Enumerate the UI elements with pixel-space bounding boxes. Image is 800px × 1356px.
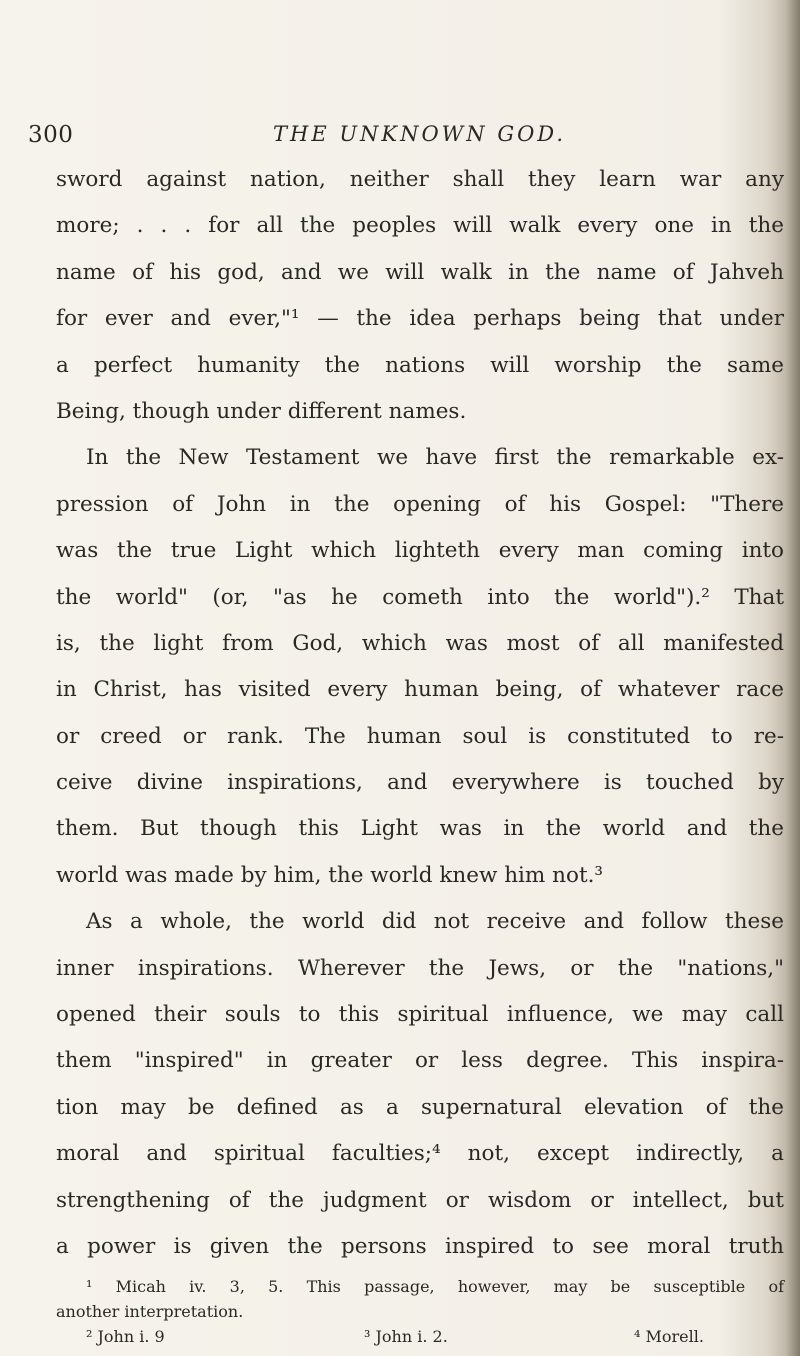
text-line: or creed or rank. The human soul is constituted to re- — [56, 723, 784, 749]
running-title: THE UNKNOWN GOD. — [273, 122, 567, 146]
text-line: name of his god, and we will walk in the name of Jahveh — [56, 259, 784, 285]
text-line: ceive divine inspirations, and everywhere is touched by — [56, 770, 784, 796]
text-line: world was made by him, the world knew him not.³ — [56, 862, 604, 888]
text-line: more; . . . for all the peoples will walk every one in the — [56, 213, 784, 239]
text-line: moral and spiritual faculties;⁴ not, except indirectly, a — [56, 1141, 784, 1167]
text-line: Being, though under different names. — [56, 398, 467, 424]
text-line: inner inspirations. Wherever the Jews, or the "nations," — [56, 955, 784, 981]
page-edge-shadow — [786, 0, 800, 1356]
footnote-refs — [56, 1324, 784, 1349]
footnotes — [56, 1274, 784, 1349]
text-line: the world" (or, "as he cometh into the world").² That — [56, 584, 784, 610]
footnote-3: ³ John i. 2. — [364, 1327, 448, 1346]
text-line: opened their souls to this spiritual influence, we may call — [56, 1002, 784, 1028]
page-number: 300 — [28, 122, 74, 148]
text-line: is, the light from God, which was most of all manifested — [56, 630, 784, 656]
text-line: them "inspired" in greater or less degree. This inspira- — [56, 1048, 784, 1074]
footnote-1-continued: another interpretation. — [56, 1302, 244, 1321]
footnote-4: ⁴ Morell. — [634, 1327, 704, 1346]
text-line: a perfect humanity the nations will worship the same — [56, 352, 784, 378]
text-line: a power is given the persons inspired to see moral truth — [56, 1233, 784, 1259]
text-line: them. But though this Light was in the world and the — [56, 816, 784, 842]
text-line: in Christ, has visited every human being, of whatever race — [56, 677, 784, 703]
text-line: tion may be defined as a supernatural elevation of the — [56, 1094, 784, 1120]
text-line: strengthening of the judgment or wisdom or intellect, but — [56, 1187, 784, 1213]
text-line: sword against nation, neither shall they learn war any — [56, 167, 784, 192]
page-header — [28, 122, 788, 152]
footnote-2: ² John i. 9 — [86, 1327, 165, 1346]
paragraph-start: As a whole, the world did not receive and follow these — [86, 909, 784, 935]
body-text — [56, 157, 784, 1270]
text-line: pression of John in the opening of his Gospel: "There — [56, 491, 784, 517]
paragraph-start: In the New Testament we have first the remarkable ex- — [86, 445, 784, 471]
footnote-1: ¹ Micah iv. 3, 5. This passage, however, may be susceptible of — [86, 1277, 784, 1296]
text-line: for ever and ever,"¹ — the idea perhaps being that under — [56, 306, 784, 332]
text-line: was the true Light which lighteth every man coming into — [56, 538, 784, 564]
